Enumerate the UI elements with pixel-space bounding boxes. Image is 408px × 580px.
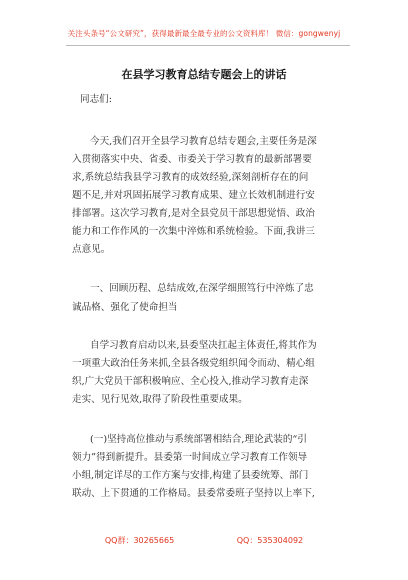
banner-divider: [66, 45, 350, 46]
body-line: 题不足,并对巩固拓展学习教育成果、建立长效机制进行安: [72, 190, 315, 201]
section-heading-line: 诚品格、强化了使命担当: [72, 302, 178, 313]
body-line: 联动、上下贯通的工作格局。县委常委班子坚持以上率下,: [72, 488, 315, 499]
body-line: 领力”得到新提升。县委第一时间成立学习教育工作领导: [72, 452, 308, 463]
body-line: 求,系统总结我县学习教育的成效经验,深刻剖析存在的问: [72, 172, 309, 183]
body-line: 今天,我们召开全县学习教育总结专题会,主要任务是深: [90, 136, 317, 147]
body-line: 能力和工作作风的一次集中淬炼和系统检验。下面,我讲三: [72, 226, 315, 237]
qq-number: QQ：535304092: [236, 536, 304, 545]
body-line: 小组,制定详尽的工作方案与安排,构建了县委统筹、部门: [72, 470, 309, 481]
body-line: 织,广大党员干部积极响应、全心投入,推动学习教育走深: [72, 376, 309, 387]
body-line: 点意见。: [72, 244, 111, 255]
contact-footer: [0, 535, 408, 546]
body-line: 入贯彻落实中央、省委、市委关于学习教育的最新部署要: [72, 154, 312, 165]
body-line: (一)坚持高位推动与系统部署相结合,理论武装的“引: [90, 434, 307, 445]
body-line: 一项重大政治任务来抓,全县各级党组织闻令而动、精心组: [72, 358, 315, 369]
body-line: 排部署。这次学习教育,是对全县党员干部思想觉悟、政治: [72, 208, 315, 219]
document-title: 在县学习教育总结专题会上的讲话: [121, 68, 287, 81]
section-heading-line: 一、回顾历程、总结成效,在深学细照笃行中淬炼了忠: [90, 283, 314, 294]
body-line: 走实、见行见效,取得了阶段性重要成果。: [72, 394, 248, 405]
promo-banner: 关注头条号“公文研究”，获得最新最全最专业的公文资料库！ 微信：gongwenyj: [67, 29, 341, 38]
body-line: 自学习教育启动以来,县委坚决扛起主体责任,将其作为: [90, 340, 317, 351]
qq-group: QQ群：30265665: [104, 536, 175, 545]
salutation: 同志们:: [80, 94, 113, 105]
